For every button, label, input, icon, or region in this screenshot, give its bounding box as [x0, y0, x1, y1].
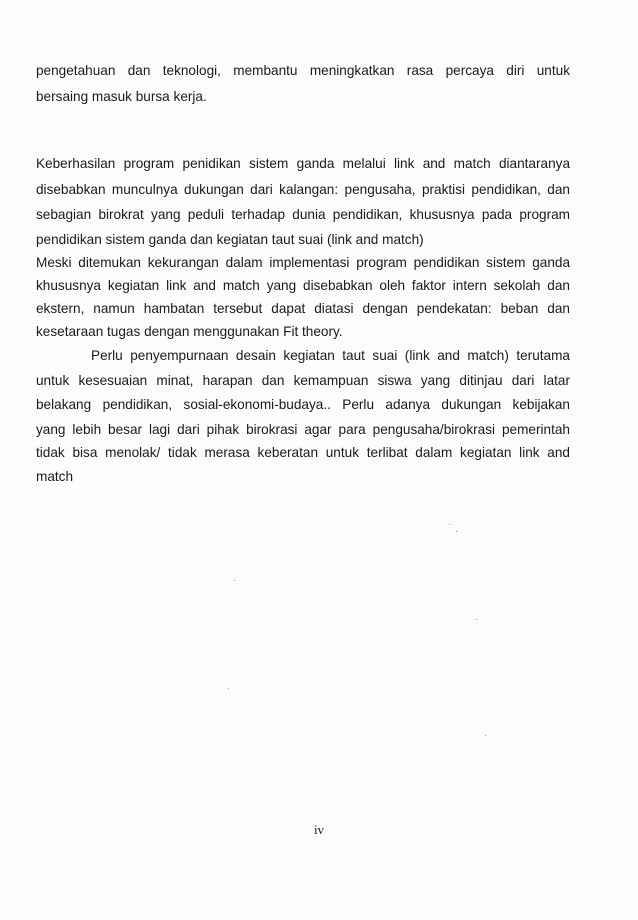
paragraph-2-line-4: pendidikan sistem ganda dan kegiatan taut suai (link and match) [36, 232, 424, 247]
paragraph-2-line-7: ekstern, namun hambatan tersebut dapat diatasi dengan pendekatan: beban dan [36, 301, 570, 316]
paragraph-3-line-4: yang lebih besar lagi dari pihak birokrasi agar para pengusaha/birokrasi pemerintah [36, 422, 570, 437]
paragraph-2-line-8: kesetaraan tugas dengan menggunakan Fit theory. [36, 324, 343, 339]
paragraph-2-line-2: disebabkan munculnya dukungan dari kalangan: pengusaha, praktisi pendidikan, dan [36, 182, 570, 197]
paragraph-3-line-2: untuk kesesuaian minat, harapan dan kemampuan siswa yang ditinjau dari latar [36, 373, 570, 388]
paragraph-2-line-5: Meski ditemukan kekurangan dalam implementasi program pendidikan sistem ganda [36, 255, 570, 270]
scan-speck [476, 619, 477, 620]
paragraph-3-line-3: belakang pendidikan, sosial-ekonomi-budaya.. Perlu adanya dukungan kebijakan [36, 397, 570, 412]
paragraph-3-line-5: tidak bisa menolak/ tidak merasa keberatan untuk terlibat dalam kegiatan link and [36, 445, 570, 460]
scan-speck [234, 580, 235, 581]
paragraph-2-line-1: Keberhasilan program penidikan sistem ganda melalui link and match diantaranya [36, 156, 570, 171]
paragraph-3-line-1: Perlu penyempurnaan desain kegiatan taut suai (link and match) terutama [91, 348, 570, 363]
paragraph-3-line-6: match [36, 469, 74, 484]
paragraph-1-line-2: bersaing masuk bursa kerja. [36, 89, 207, 104]
paragraph-2-line-3: sebagian birokrat yang peduli terhadap dunia pendidikan, khususnya pada program [36, 207, 570, 222]
paragraph-1-line-1: pengetahuan dan teknologi, membantu meningkatkan rasa percaya diri untuk [36, 63, 570, 78]
scan-speck [485, 735, 486, 736]
scan-speck [456, 531, 457, 532]
scan-speck [228, 688, 229, 689]
page-number: iv [313, 822, 325, 837]
scan-speck [449, 524, 450, 525]
paragraph-2-line-6: khususnya kegiatan link and match yang disebabkan oleh faktor intern sekolah dan [36, 278, 570, 293]
